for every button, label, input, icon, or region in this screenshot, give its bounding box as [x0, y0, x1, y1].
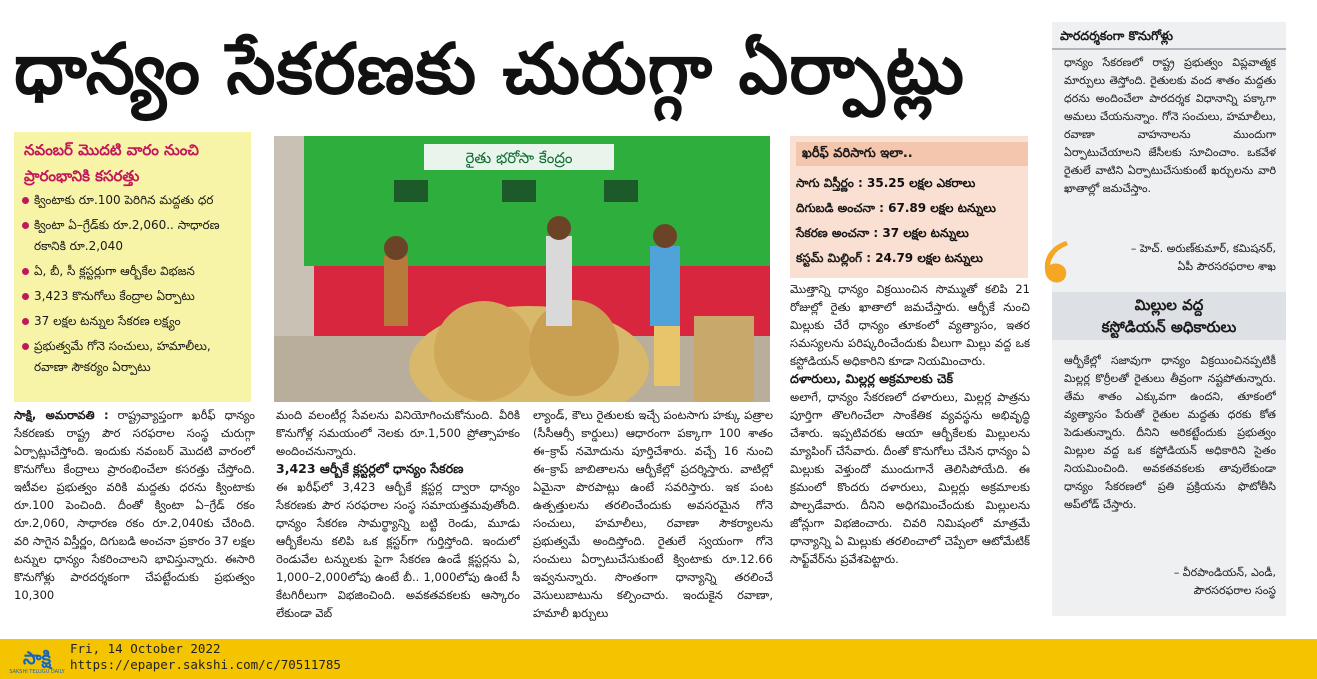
- stats-label: సాగు విస్తీర్ణం :: [796, 176, 863, 190]
- column-1-text: రాష్ట్రవ్యాప్తంగా ఖరీఫ్ ధాన్యం సేకరణకు రాష్ట్ర పౌర సరఫరాల సంస్థ చురుగ్గా ఏర్పాట్లుచేస్తోంది. ఇందుకు నవంబర్ మొదటి వారంలో కొనుగోలు కేంద్రాలు ప్రారంభించేలా కసరత్తు చేస్తోంది. ఇటీవల ప్రభుత్వం వరికి మద్దతు ధరను క్వింటాకు రూ.100 పెంచింది. దీంతో క్వింటా ఏ–గ్రేడ్ రకం రూ.2,060, సాధారణ రకం రూ.2,040కు చేరింది. వరి సాగైన విస్తీర్ణం, దిగుబడి అంచనా ప్రకారం 37 లక్షల టన్నుల ధాన్యం సేకరించాలని భావిస్తున్నారు. ఈసారి కొనుగోళ్లు పారదర్శకంగా చేపట్టేందుకు ప్రభుత్వం 10,300: [14, 408, 255, 602]
- photo-sign: రైతు భరోసా కేంద్రం: [465, 149, 573, 167]
- signature-line: పౌరసరఫరాల సంస్థ: [1193, 584, 1276, 597]
- stats-row: [796, 197, 1022, 219]
- sidebar-signature-1: [1064, 240, 1276, 276]
- signature-line: – వీరపాండియన్, ఎండీ,: [1173, 566, 1276, 579]
- sidebar-heading-2-line2: కస్టోడియన్ అధికారులు: [1101, 318, 1237, 336]
- stats-label: సేకరణ అంచనా :: [796, 226, 879, 240]
- stats-label: కస్టమ్ మిల్లింగ్ :: [796, 251, 872, 265]
- article-column-4: [790, 280, 1030, 620]
- sidebar-signature-2: [1064, 564, 1276, 600]
- dateline: సాక్షి, అమరావతి :: [14, 408, 109, 422]
- footer-url[interactable]: https://epaper.sakshi.com/c/70511785: [70, 657, 341, 672]
- column-2-subhead: 3,423 ఆర్బీకే క్లస్టర్లలో ధాన్యం సేకరణ: [276, 461, 464, 476]
- highlight-item: క్వింటాకు రూ.100 పెరిగిన మద్దతు ధర: [20, 190, 248, 211]
- stats-value: 37 లక్షల టన్నులు: [882, 226, 969, 240]
- photo-illustration: [274, 136, 770, 402]
- signature-line: – హెచ్. అరుణ్‌కుమార్, కమిషనర్,: [1130, 242, 1276, 255]
- column-2-text-1: మంది వలంటీర్ల సేవలను వినియోగించుకోనుంది. వీరికి కొనుగోళ్ల సమయంలో నెలకు రూ.1,500 ప్రోత్సాహకం అందించనున్నారు.: [276, 408, 520, 458]
- column-4-subhead: దళారులు, మిల్లర్ల అక్రమాలకు చెక్: [790, 371, 954, 386]
- article-column-1: [14, 406, 255, 622]
- article-column-2: [276, 406, 520, 622]
- sidebar-text-2: ఆర్బీకేల్లో సజావుగా ధాన్యం విక్రయించినప్పటికీ మిల్లర్ల కొర్రీలతో రైతులు తీవ్రంగా నష్టపోతున్నారు. తేమ శాతం ఎక్కువగా ఉందని, తూకంలో వ్యత్యాసం పేరుతో రైతుల మద్దతు ధరకు కోత పెడుతున్నారు. దీనిని అరికట్టేందుకు ప్రభుత్వం మిల్లుల వద్ద ఒక కస్టోడియన్ అధికారిని సైతం నియమించింది. అవకతవకలకు తావులేకుండా ధాన్యం సేకరణలో ప్రతి ప్రక్రియను ఫొటోతీసి అప్‌లోడ్ చేస్తారు.: [1064, 354, 1276, 511]
- quote-mark-icon: [1036, 235, 1084, 287]
- sidebar-heading-2-line1: మిల్లుల వద్ద: [1134, 296, 1204, 314]
- logo-subtext: SAKSHI TELUGU DAILY: [9, 669, 65, 675]
- article-column-3: [533, 406, 773, 622]
- column-3-text: ల్యాండ్, కౌలు రైతులకు ఇచ్చే పంటసాగు హక్కు పత్రాల (సీసీఆర్సీ కార్డులు) ఆధారంగా పక్కాగా 100 శాతం ఈ–క్రాప్ నమోదును పూర్తిచేశారు. వచ్చే 16 నుంచి ఈ–క్రాప్ జాబితాలను ఆర్బీకేల్లో ప్రదర్శిస్తారు. వాటిల్లో ఏమైనా పొరపాట్లు ఉంటే సవరిస్తారు. ఇక పంట ఉత్పత్తులను తరలించేందుకు అవసరమైన గోనె సంచులు, హమాలీలు, రవాణా సౌకర్యాలను ప్రభుత్వమే అందిస్తోంది. రైతులే స్వయంగా గోనె సంచులు ఏర్పాటుచేసుకుంటే క్వింటాకు రూ.12.66 ఇవ్వనున్నారు. సొంతంగా ధాన్యాన్ని తరలించే వెసులుబాటును కల్పించారు. ఇందుకైన రవాణా, హమాలీ ఖర్చులు: [533, 408, 773, 620]
- highlights-title-line1: నవంబర్ మొదటి వారం నుంచి: [24, 141, 199, 159]
- stats-row: [796, 172, 1022, 194]
- stats-label: దిగుబడి అంచనా :: [796, 201, 884, 215]
- highlights-title: [24, 137, 246, 189]
- headline: ధాన్యం సేకరణకు చురుగ్గా ఏర్పాట్లు: [14, 28, 965, 110]
- sidebar-divider: [1052, 48, 1286, 50]
- highlight-item: 3,423 కొనుగోలు కేంద్రాల ఏర్పాటు: [20, 286, 248, 307]
- highlight-item: ప్రభుత్వమే గోనె సంచులు, హమాలీలు, రవాణా సౌకర్యం ఏర్పాటు: [20, 336, 248, 378]
- stats-value: 35.25 లక్షల ఎకరాలు: [867, 176, 976, 190]
- stats-title: ఖరీఫ్ వరిసాగు ఇలా..: [796, 142, 1028, 166]
- logo-text: సాక్షి: [23, 648, 51, 669]
- highlight-item: 37 లక్షల టన్నుల సేకరణ లక్ష్యం: [20, 311, 248, 332]
- stats-value: 24.79 లక్షల టన్నులు: [875, 251, 983, 265]
- column-4-text-1: మొత్తాన్ని ధాన్యం విక్రయించిన సొమ్ముతో కలిపి 21 రోజుల్లో రైతు ఖాతాలో జమచేస్తారు. ఆర్బీకే నుంచి మిల్లుకు చేరే ధాన్యం తూకంలో వ్యత్యాసం, ఇతర సమస్యలను పరిష్కరించేందుకు వీలుగా మిల్లు వద్ద ఒక కస్టోడియన్ అధికారిని కూడా నియమించారు.: [790, 282, 1030, 368]
- sidebar-text-1: ధాన్యం సేకరణలో రాష్ట్ర ప్రభుత్వం విప్లవాత్మక మార్పులు తెస్తోంది. రైతులకు వంద శాతం మద్దతు ధరను అందించేలా పారదర్శక విధానాన్ని పక్కాగా అమలు చేయనున్నాం. గోనె సంచులు, హమాలీలు, రవాణా వాహనాలను ముందుగా ఏర్పాటుచేయాలని జేసీలకు సూచించాం. ఒకవేళ రైతులే వాటిని ఏర్పాటుచేసుకుంటే ఖర్చులను వారి ఖాతాల్లో జమచేస్తాం.: [1064, 56, 1276, 195]
- column-4-text-2: అలాగే, ధాన్యం సేకరణలో దళారులు, మిల్లర్ల పాత్రను పూర్తిగా తొలగించేలా సాంకేతిక వ్యవస్థను అభివృద్ధి చేశారు. ఇప్పటివరకు ఆయా ఆర్బీకేలకు మిల్లులను మ్యాపింగ్ చేసేవారు. దీంతో కొనుగోలు చేసిన ధాన్యం ఏ మిల్లుకు వెళ్తుందో ముందుగానే తెలిసిపోయేది. ఈ క్రమంలో కొందరు దళారులు, మిల్లర్లు అక్రమాలకు పాల్పడేవారు. దీనిని అధిగమించేందుకు మిల్లులను జోన్లుగా విభజించారు. చివరి నిమిషంలో మాత్రమే ధాన్యాన్ని ఏ మిల్లుకు తరలించాలో చెప్పేలా ఆటోమేటిక్ సాఫ్ట్‌వేర్‌ను ప్రవేశపెట్టారు.: [790, 390, 1030, 566]
- stats-row: [796, 222, 1022, 244]
- column-2-text-2: ఈ ఖరీఫ్‌లో 3,423 ఆర్బీకే క్లస్టర్ల ద్వారా ధాన్యం సేకరణకు పౌర సరఫరాల సంస్థ సమాయత్తమవుతోంది. ధాన్యం సేకరణ సామర్థ్యాన్ని బట్టి రెండు, మూడు ఆర్బీకేలను కలిపి ఒక క్లస్టర్‌గా గుర్తిస్తోంది. ఇందులో రెండువేల టన్నులకు పైగా సేకరణ ఉండే క్లస్టర్లను ఏ, 1,000–2,000లోపు ఉంటే బీ.. 1,000లోపు ఉంటే సీ కేటగిరీలుగా విభజించింది. అవకతవకలకు ఆస్కారం లేకుండా వెబ్: [276, 480, 520, 620]
- signature-line: ఏపీ పౌరసరఫరాల శాఖ: [1177, 260, 1276, 273]
- news-photo: [274, 136, 770, 402]
- highlights-list: [20, 190, 248, 382]
- stats-value: 67.89 లక్షల టన్నులు: [888, 201, 996, 215]
- sidebar-heading-2: [1052, 292, 1286, 340]
- sidebar-heading-1: పారదర్శకంగా కొనుగోళ్లు: [1060, 28, 1173, 43]
- highlight-item: క్వింటా ఏ–గ్రేడ్‌కు రూ.2,060.. సాధారణ రకానికి రూ.2,040: [20, 215, 248, 257]
- highlight-item: ఏ, బీ, సీ క్లస్టర్లుగా ఆర్బీకేల విభజన: [20, 261, 248, 282]
- sakshi-logo: [8, 642, 66, 676]
- stats-row: [796, 247, 1022, 269]
- footer-date: Fri, 14 October 2022: [70, 641, 221, 656]
- highlights-title-line2: ప్రారంభానికి కసరత్తు: [24, 167, 140, 185]
